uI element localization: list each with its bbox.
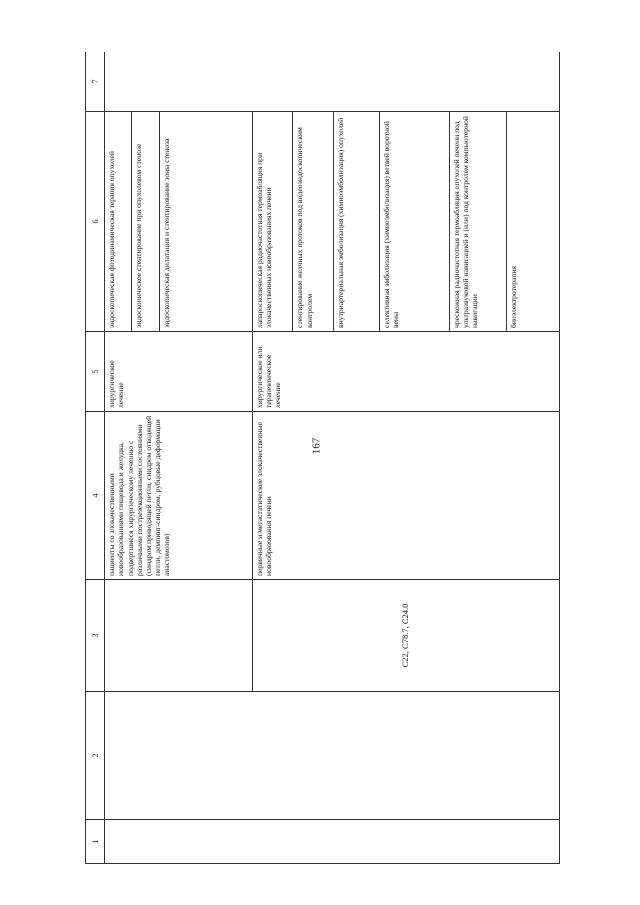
cell-col-1	[105, 820, 560, 864]
header-col-2: 2	[86, 692, 105, 820]
patients-cell-1: пациенты со злокачественными новообразованиями пищевода и желудка, подвергшиеся хирургическому лечению с различными пострезекционными состояниями (синдром приводящей петли, синдром отводящей петли, демпинг-синдром, рубцовые деформации анастомозов)	[105, 412, 252, 580]
treatment-cell-1: хирургическое лечение	[105, 332, 252, 412]
header-col-7: 7	[86, 52, 105, 112]
treatment-cell-2: хирургическое или терапевтическое лечение	[252, 332, 559, 412]
method-cell: чрескожная радиочастотная термоабляция опухолей печени под ультразвуковой навигацией и (или) под контролем компьютерной навигации	[449, 112, 506, 332]
medical-care-table	[85, 52, 560, 864]
header-col-3: 3	[86, 580, 105, 692]
page-number: 167	[310, 437, 323, 455]
header-row	[86, 52, 105, 864]
method-cell: стентирование желчных протоков под видеоэндоскопическим контролем	[293, 112, 334, 332]
rotated-table-frame	[85, 52, 560, 864]
header-col-1: 1	[86, 820, 105, 864]
header-col-4: 4	[86, 412, 105, 580]
method-cell: эндоскопическая дилатация и стентирование зоны стеноза	[159, 112, 252, 332]
cell-col-7	[105, 52, 560, 112]
cell-col-3	[105, 580, 252, 692]
header-col-6: 6	[86, 112, 105, 332]
method-cell: эндоскопическое стентирование при опухолевом стенозе	[132, 112, 159, 332]
method-cell: биоэлектротерапия	[506, 112, 559, 332]
header-col-5: 5	[86, 332, 105, 412]
table-sheet	[85, 52, 560, 864]
method-cell: селективная эмболизация (химиоэмболизация) ветвей воротной вены	[379, 112, 449, 332]
cell-col-2	[105, 692, 560, 820]
method-cell: внутриартериальная эмболизация (химиоэмболизация) опухолей	[334, 112, 379, 332]
method-cell: лапароскопическая радиочастотная термоабляция при злокачественных новообразованиях печени	[252, 112, 293, 332]
patients-cell-2: первичные и метастатические злокачественные новообразования печени	[252, 412, 559, 580]
table-row	[105, 52, 132, 864]
method-cell: эндоскопическая фотодинамическая терапия опухолей	[105, 112, 132, 332]
code-cell: C22, C78.7, C24.0	[252, 580, 559, 692]
